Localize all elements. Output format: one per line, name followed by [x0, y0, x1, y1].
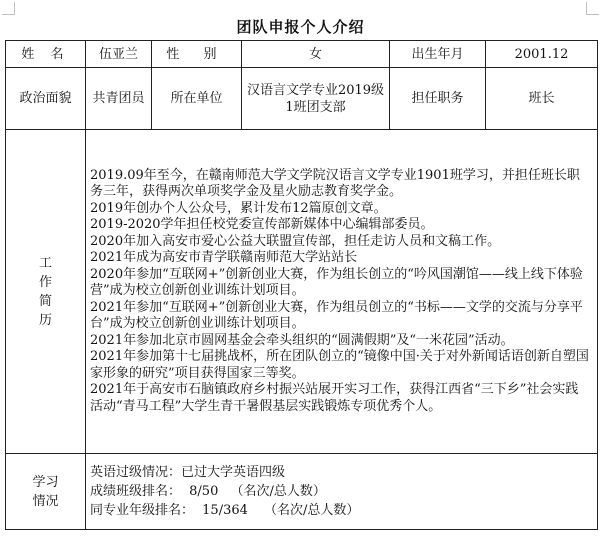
row-work-experience — [6, 130, 598, 454]
gender-value: 女 — [242, 41, 390, 68]
name-value: 伍亚兰 — [86, 41, 152, 68]
experience-item: 2021年于高安市石脑镇政府乡村振兴站展开实习工作，获得江西省“三下乡”社会实践活动“青马工程”大学生青干暑假基层实践锻炼专项优秀个人。 — [90, 382, 579, 414]
gender-label: 性 别 — [152, 41, 242, 68]
experience-item: 2021年参加“互联网+”创新创业大赛，作为组员创立的“书标——文学的交流与分享平台”成为校立创新创业训练计划项目。 — [90, 299, 583, 332]
document-title: 团队申报个人介绍 — [236, 18, 365, 36]
position-value: 班长 — [486, 68, 598, 130]
name-label: 姓 名 — [6, 41, 86, 68]
unit-value: 汉语言文学专业2019级1班团支部 — [242, 68, 390, 130]
study-label-text: 学习情况 — [32, 474, 59, 509]
major-rank-note: （名次/总人数） — [264, 503, 360, 518]
english-level-label: 英语过级情况： — [90, 465, 182, 480]
political-label: 政治面貌 — [6, 68, 86, 130]
experience-item: 2020年加入高安市爱心公益大联盟宣传部，担任走访人员和文稿工作。 — [90, 233, 501, 249]
row-study-info — [6, 454, 598, 530]
row-organization-info — [6, 68, 598, 130]
corner-mark — [2, 2, 15, 15]
major-rank-label: 同专业年级排名： — [90, 503, 195, 518]
experience-content — [86, 130, 598, 454]
experience-item: 2019年创办个人公众号，累计发布12篇原创文章。 — [90, 200, 387, 216]
english-level-line — [90, 463, 593, 482]
experience-label — [6, 130, 86, 454]
personal-intro-table — [5, 40, 598, 530]
class-rank-note: （名次/总人数） — [230, 484, 326, 499]
experience-item: 2020年参加“互联网+”创新创业大赛，作为组长创立的“吟风国潮馆——线上线下体验营”成为校立创新创业训练计划项目。 — [90, 266, 583, 299]
study-content — [86, 454, 598, 530]
birth-label: 出生年月 — [390, 41, 486, 68]
english-level-value: 已过大学英语四级 — [181, 465, 286, 480]
major-rank-value: 15/364 — [202, 503, 248, 518]
row-basic-info — [6, 41, 598, 68]
experience-item: 2019.09年至今，在赣南师范大学文学院汉语言文学专业1901班学习，并担任班长职务三年，获得两次单项奖学金及星火励志教育奖学金。 — [90, 167, 580, 200]
experience-item: 2021年成为高安市青学联赣南师范大学站站长 — [90, 250, 358, 266]
experience-item: 2021年参加第十七届挑战杯，所在团队创立的“镜像中国·关于对外新闻话语创新自塑国家形象的研究”项目获得国家三等奖。 — [90, 349, 589, 381]
class-rank-line — [90, 482, 593, 501]
major-rank-line — [90, 501, 593, 520]
experience-item: 2019-2020学年担任校党委宣传部新媒体中心编辑部委员。 — [90, 217, 434, 233]
position-label: 担任职务 — [390, 68, 486, 130]
class-rank-value: 8/50 — [189, 484, 219, 499]
experience-item: 2021年参加北京市圆网基金会牵头组织的“圆满假期”及“一米花园”活动。 — [90, 332, 514, 348]
study-label — [6, 454, 86, 530]
political-value: 共青团员 — [86, 68, 152, 130]
corner-mark — [586, 2, 599, 15]
class-rank-label: 成绩班级排名： — [90, 484, 182, 499]
experience-label-text: 工作简历 — [38, 255, 52, 328]
birth-value: 2001.12 — [486, 41, 598, 68]
unit-label: 所在单位 — [152, 68, 242, 130]
